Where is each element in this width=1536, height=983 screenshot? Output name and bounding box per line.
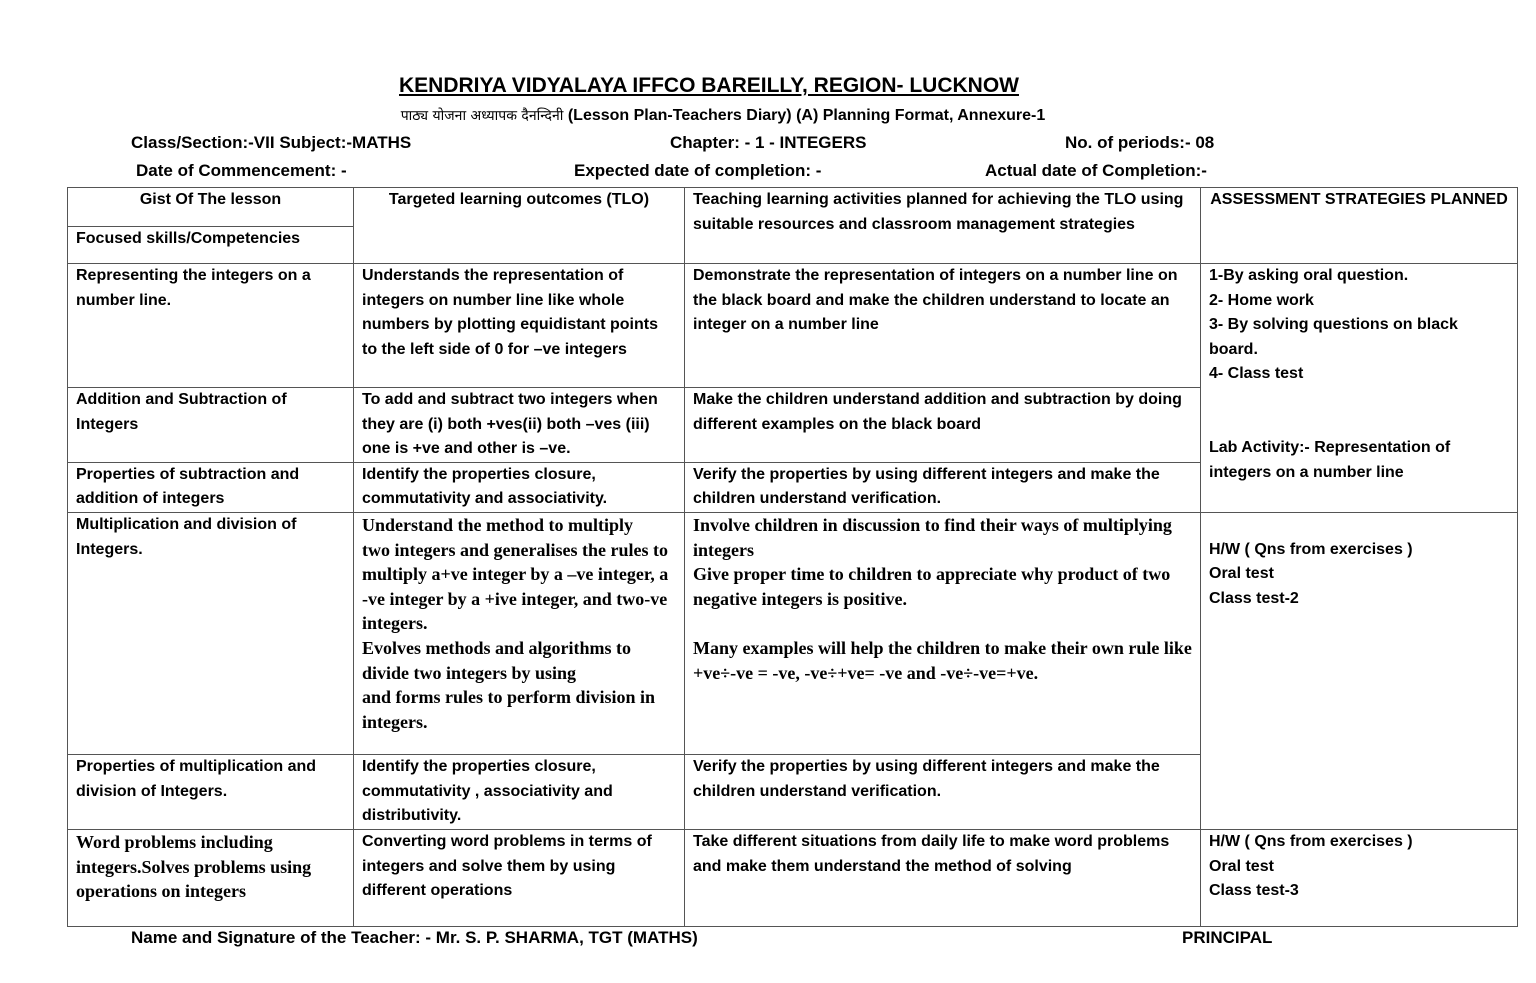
- row-activity: Demonstrate the representation of integers on a number line on the black board and make the children understand to locate an integer on a number line: [685, 264, 1201, 388]
- class-subject: Class/Section:-VII Subject:-MATHS: [131, 133, 412, 152]
- document-subtitle: [0, 106, 1446, 125]
- row-activity: Make the children understand addition and subtraction by doing different examples on the black board: [685, 388, 1201, 463]
- assessment-cell: 1-By asking oral question. 2- Home work 3- By solving questions on black board. 4- Class test Lab Activity:- Representation of integers on a number line: [1201, 264, 1518, 513]
- row-activity: Take different situations from daily life to make word problems and make them understand the method of solving: [685, 829, 1201, 926]
- periods: No. of periods:- 08: [1065, 133, 1215, 152]
- assessment-cell: H/W ( Qns from exercises ) Oral test Class test-2: [1201, 512, 1518, 829]
- row-tlo: Identify the properties closure, commutativity , associativity and distributivity.: [354, 754, 685, 829]
- row-gist: Multiplication and division of Integers.: [68, 512, 354, 754]
- subtitle-english: (Lesson Plan-Teachers Diary) (A) Planning Format, Annexure-1: [567, 107, 1046, 124]
- subtitle-hindi: पाठ्य योजना अध्यापक दैनन्दिनी: [400, 108, 564, 124]
- lesson-plan-table: [67, 187, 1518, 927]
- table-row: [68, 264, 1518, 388]
- row-gist: Properties of multiplication and division of Integers.: [68, 754, 354, 829]
- chapter: Chapter: - 1 - INTEGERS: [670, 133, 867, 152]
- row-activity: Involve children in discussion to find their ways of multiplying integers Give proper time to children to appreciate why product of two negative integers is positive. Many examples will help the children to make their own rule like +ve÷-ve = -ve, -ve÷+ve= -ve and -ve÷-ve=+ve.: [685, 512, 1201, 754]
- header-activities: Teaching learning activities planned for achieving the TLO using suitable resources and classroom management strategies: [685, 188, 1201, 264]
- header-assessment: ASSESSMENT STRATEGIES PLANNED: [1201, 188, 1518, 264]
- row-tlo: To add and subtract two integers when they are (i) both +ves(ii) both –ves (iii) one is +ve and other is –ve.: [354, 388, 685, 463]
- principal-signature: PRINCIPAL: [1182, 928, 1273, 947]
- header-gist: Gist Of The lesson: [68, 188, 353, 227]
- row-tlo: Converting word problems in terms of integers and solve them by using different operations: [354, 829, 685, 926]
- row-activity: Verify the properties by using different integers and make the children understand verification.: [685, 462, 1201, 512]
- row-gist: Addition and Subtraction of Integers: [68, 388, 354, 463]
- table-row: [68, 829, 1518, 926]
- actual-date: Actual date of Completion:-: [985, 161, 1207, 180]
- row-gist: Word problems including integers.Solves problems using operations on integers: [68, 829, 354, 926]
- header-gist-cell: [68, 188, 354, 264]
- row-tlo: Identify the properties closure, commutativity and associativity.: [354, 462, 685, 512]
- assessment-cell: H/W ( Qns from exercises ) Oral test Class test-3: [1201, 829, 1518, 926]
- document-title: KENDRIYA VIDYALAYA IFFCO BAREILLY, REGION- LUCKNOW: [399, 74, 1019, 97]
- row-tlo: Understands the representation of integers on number line like whole numbers by plotting equidistant points to the left side of 0 for –ve integers: [354, 264, 685, 388]
- row-activity: Verify the properties by using different integers and make the children understand verification.: [685, 754, 1201, 829]
- header-tlo: Targeted learning outcomes (TLO): [354, 188, 685, 264]
- table-header-row: [68, 188, 1518, 264]
- commencement-date: Date of Commencement: -: [136, 161, 347, 180]
- expected-date: Expected date of completion: -: [574, 161, 822, 180]
- row-gist: Representing the integers on a number line.: [68, 264, 354, 388]
- row-tlo: Understand the method to multiply two integers and generalises the rules to multiply a+ve integer by a –ve integer, a -ve integer by a +ive integer, and two-ve integers. Evolves methods and algorithms to divide two integers by using and forms rules to perform division in integers.: [354, 512, 685, 754]
- header-skills: Focused skills/Competencies: [76, 230, 301, 247]
- table-row: [68, 512, 1518, 754]
- row-gist: Properties of subtraction and addition of integers: [68, 462, 354, 512]
- teacher-signature: Name and Signature of the Teacher: - Mr. S. P. SHARMA, TGT (MATHS): [131, 928, 698, 947]
